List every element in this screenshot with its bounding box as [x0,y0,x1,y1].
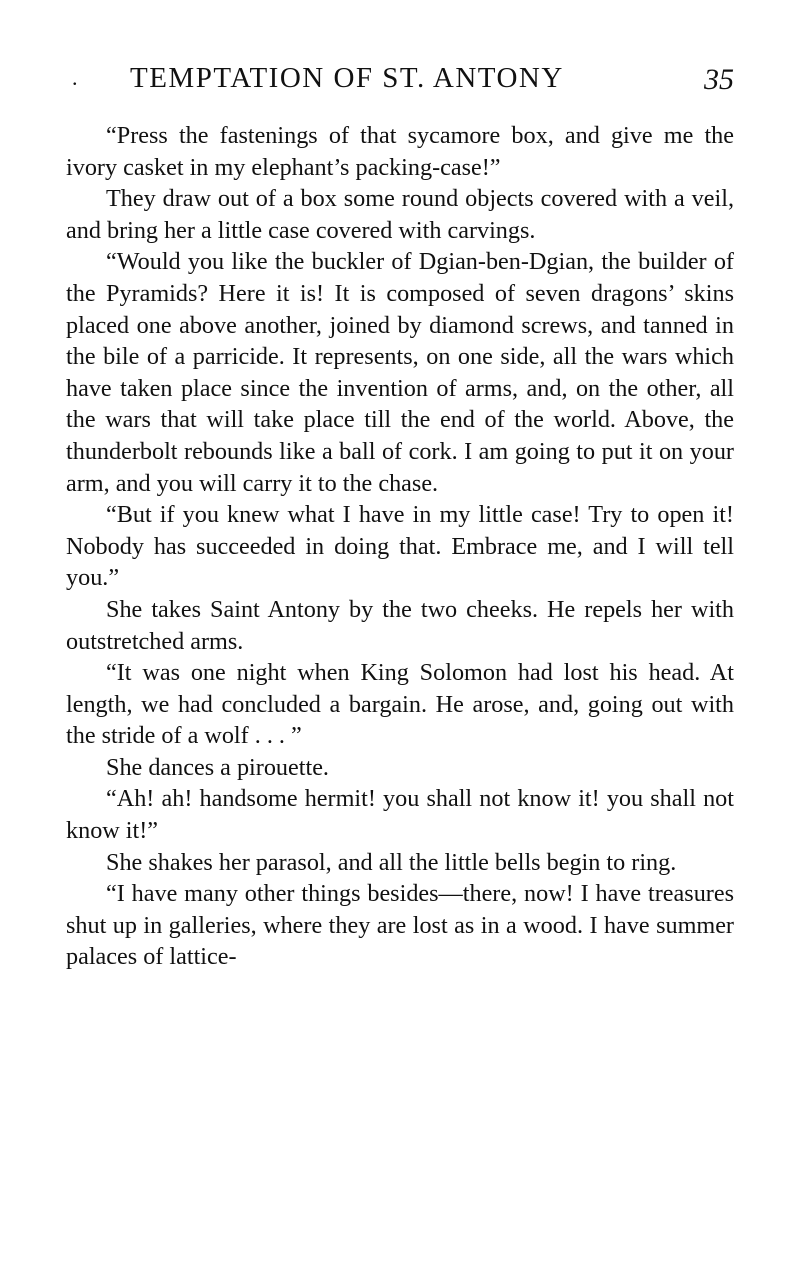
paragraph: “But if you knew what I have in my little case! Try to open it! Nobody has succeeded in doing that. Embrace me, and I will tell you.” [66,501,734,592]
running-title: TEMPTATION OF ST. ANTONY [130,62,564,94]
paragraph: She shakes her parasol, and all the little bells begin to ring. [106,848,677,876]
header-mark: . [72,65,79,90]
paragraph: She takes Saint Antony by the two cheeks. He repels her with outstretched arms. [66,595,734,655]
paragraph: “Press the fastenings of that sycamore box, and give me the ivory casket in my elephant’s packing-case!” [66,122,734,181]
paragraph: “I have many other things besides—there, now! I have treasures shut up in galleries, where they are lost as in a wood. I have summer palaces of lattice- [66,880,734,971]
body-text [66,120,734,973]
paragraph: “It was one night when King Solomon had lost his head. At length, we had concluded a bargain. He arose, and, going out with the stride of a wolf . . . ” [66,659,734,750]
paragraph: They draw out of a box some round objects covered with a veil, and bring her a little case covered with carvings. [66,185,734,244]
book-page [66,56,734,1246]
paragraph: “Would you like the buckler of Dgian-ben-Dgian, the builder of the Pyramids? Here it is! It is composed of seven dragons’ skins placed one above another, joined by diamond screws, and tanned in the bile of a parricide. It represents, on one side, all the wars which have taken place since the invention of arms, and, on the other, all the wars that will take place till the end of the world. Above, the thunderbolt rebounds like a ball of cork. I am going to put it on your arm, and you will carry it to the chase. [66,248,734,497]
page-number: 35 [704,63,734,96]
paragraph: She dances a pirouette. [106,753,329,781]
running-head [66,56,734,100]
paragraph: “Ah! ah! handsome hermit! you shall not know it! you shall not know it!” [66,785,734,845]
